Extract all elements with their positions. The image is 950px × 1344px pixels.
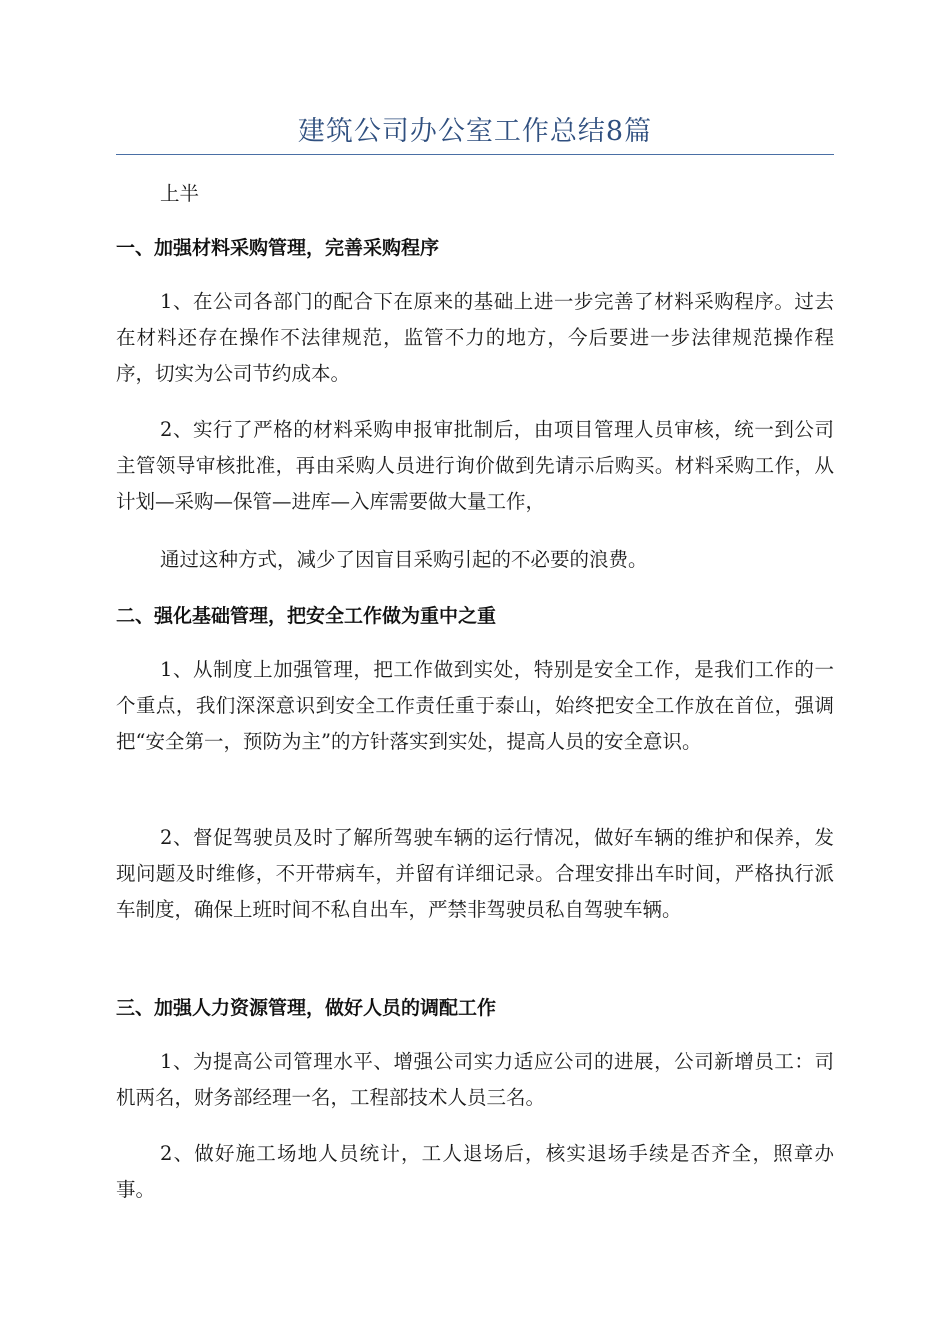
title-divider [116, 154, 834, 155]
section-3-paragraph-1: 1、为提高公司管理水平、增强公司实力适应公司的进展，公司新增员工：司机两名，财务部经理一名，工程部技术人员三名。 [116, 1050, 834, 1109]
intro-paragraph: 上半 [160, 182, 200, 205]
section-2-paragraph-2: 2、督促驾驶员及时了解所驾驶车辆的运行情况，做好车辆的维护和保养，发现问题及时维修，不开带病车，并留有详细记录。合理安排出车时间，严格执行派车制度，确保上班时间不私自出车，严禁非驾驶员私自驾驶车辆。 [116, 826, 834, 921]
section-heading-2: 二、强化基础管理，把安全工作做为重中之重 [116, 605, 497, 627]
section-1-paragraph-3: 通过这种方式，减少了因盲目采购引起的不必要的浪费。 [160, 548, 648, 571]
section-1-paragraph-1: 1、在公司各部门的配合下在原来的基础上进一步完善了材料采购程序。过去在材料还存在操作不法律规范，监管不力的地方，今后要进一步法律规范操作程序，切实为公司节约成本。 [116, 290, 834, 385]
section-3-paragraph-2: 2、做好施工场地人员统计，工人退场后，核实退场手续是否齐全，照章办事。 [116, 1142, 834, 1201]
section-heading-3: 三、加强人力资源管理，做好人员的调配工作 [116, 997, 497, 1019]
document-title: 建筑公司办公室工作总结8篇 [297, 116, 653, 147]
section-2-paragraph-1: 1、从制度上加强管理，把工作做到实处，特别是安全工作，是我们工作的一个重点，我们深深意识到安全工作责任重于泰山，始终把安全工作放在首位，强调把“安全第一，预防为主”的方针落实到实处，提高人员的安全意识。 [116, 658, 834, 753]
section-1-paragraph-2: 2、实行了严格的材料采购申报审批制后，由项目管理人员审核，统一到公司主管领导审核批准，再由采购人员进行询价做到先请示后购买。材料采购工作，从计划—采购—保管—进库—入库需要做大量工作， [116, 418, 834, 513]
section-heading-1: 一、加强材料采购管理，完善采购程序 [116, 237, 440, 259]
